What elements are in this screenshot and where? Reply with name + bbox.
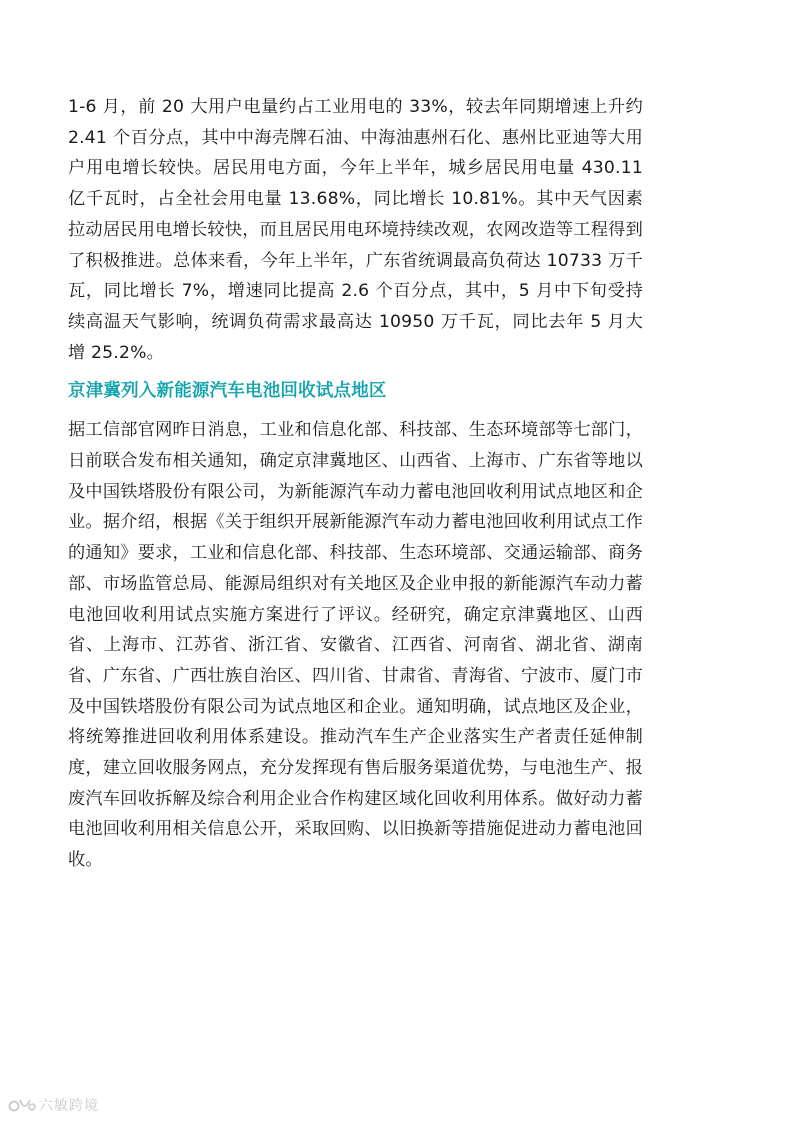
watermark-logo-icon xyxy=(8,1096,36,1114)
watermark-text: 六敏跨境 xyxy=(39,1098,99,1114)
article-paragraph: 1-6 月，前 20 大用户电量约占工业用电的 33%，较去年同期增速上升约 2.41 个百分点，其中中海壳牌石油、中海油惠州石化、惠州比亚迪等大用户用电增长较快。居民用电方面，今年上半年，城乡居民用电量 430.11 亿千瓦时，占全社会用电量 13.68%，同比增长 10.81%。其中天气因素拉动居民用电增长较快，而且居民用电环境持续改观，农网改造等工程得到了积极推进。总体来看，今年上半年，广东省统调最高负荷达 10733 万千瓦，同比增长 7%，增速同比提高 2.6 个百分点，其中，5 月中下旬受持续高温天气影响，统调负荷需求最高达 10950 万千瓦，同比去年 5 月大增 25.2%。 xyxy=(68,97,643,363)
article-body xyxy=(68,92,643,876)
article-paragraph: 据工信部官网昨日消息，工业和信息化部、科技部、生态环境部等七部门，日前联合发布相关通知，确定京津冀地区、山西省、上海市、广东省等地以及中国铁塔股份有限公司，为新能源汽车动力蓄电池回收利用试点地区和企业。据介绍，根据《关于组织开展新能源汽车动力蓄电池回收利用试点工作的通知》要求，工业和信息化部、科技部、生态环境部、交通运输部、商务部、市场监管总局、能源局组织对有关地区及企业申报的新能源汽车动力蓄电池回收利用试点实施方案进行了评议。经研究，确定京津冀地区、山西省、上海市、江苏省、浙江省、安徽省、江西省、河南省、湖北省、湖南省、广东省、广西壮族自治区、四川省、甘肃省、青海省、宁波市、厦门市及中国铁塔股份有限公司为试点地区和企业。通知明确，试点地区及企业，将统筹推进回收利用体系建设。推动汽车生产企业落实生产者责任延伸制度，建立回收服务网点，充分发挥现有售后服务渠道优势，与电池生产、报废汽车回收拆解及综合利用企业合作构建区域化回收利用体系。做好动力蓄电池回收利用相关信息公开，采取回购、以旧换新等措施促进动力蓄电池回收。 xyxy=(68,420,643,871)
section-heading: 京津冀列入新能源汽车电池回收试点地区 xyxy=(68,381,387,402)
watermark xyxy=(8,1094,99,1116)
